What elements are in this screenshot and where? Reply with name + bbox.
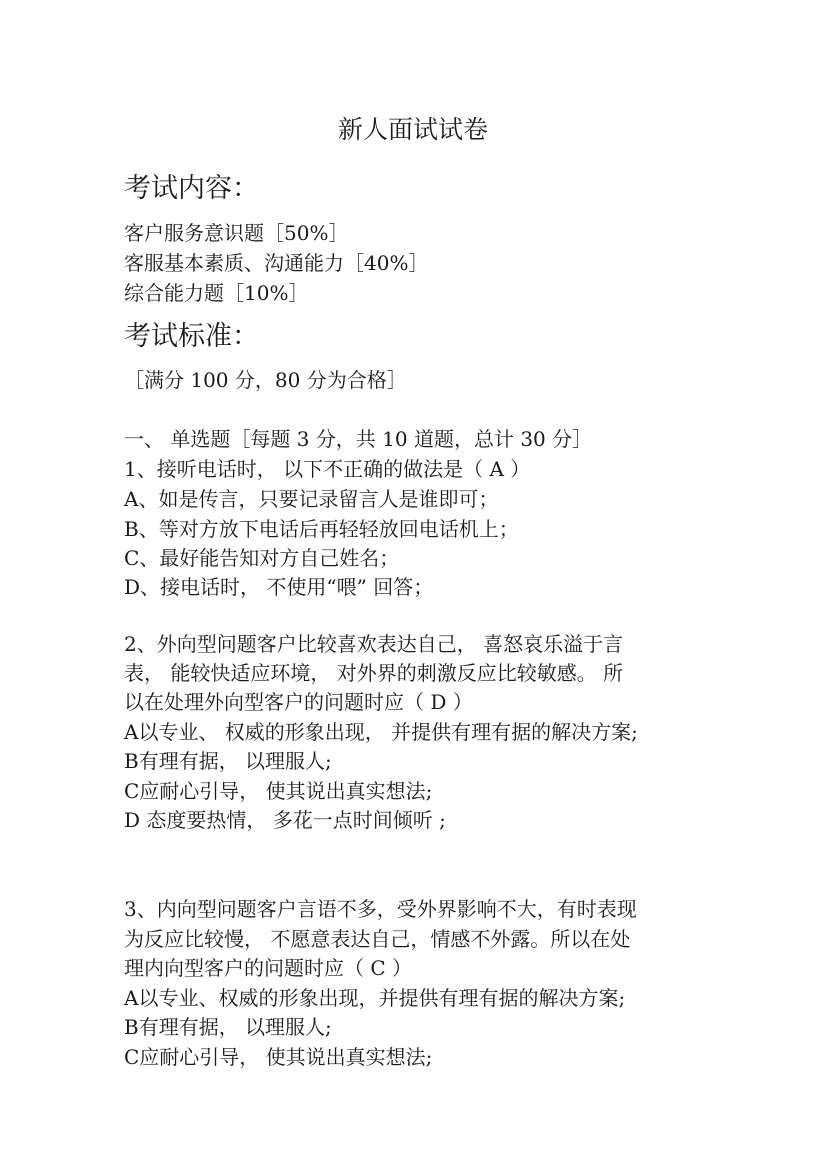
question-1-option-c: C、最好能告知对方自己姓名； (124, 546, 400, 570)
question-1-option-d: D、接电话时， 不使用“喂” 回答； (124, 575, 434, 599)
part1-heading: 一、 单选题［每题 3 分，共 10 道题，总计 30 分］ (124, 427, 593, 451)
exam-content-item: 客服基本素质、沟通能力［40%］ (124, 251, 429, 275)
question-3-option-a: A以专业、权威的形象出现，并提供有理有据的解决方案; (124, 986, 626, 1010)
question-2-stem-line: 2、外向型问题客户比较喜欢表达自己， 喜怒哀乐溢于言 (124, 632, 624, 656)
document-title: 新人面试试卷 (337, 115, 488, 144)
question-1-option-b: B、等对方放下电话后再轻轻放回电话机上； (124, 517, 519, 541)
question-3-stem-line: 3、内向型问题客户言语不多，受外界影响不大，有时表现 (124, 897, 637, 921)
question-3-stem-line: 理内向型客户的问题时应（ C ） (124, 956, 413, 980)
question-1-stem: 1、接听电话时， 以下不正确的做法是（ A ） (124, 457, 531, 481)
question-3-stem-line: 为反应比较慢， 不愿意表达自己，情感不外露。所以在处 (124, 927, 631, 951)
question-1-option-a: A、如是传言，只要记录留言人是谁即可； (124, 487, 499, 511)
exam-content-item: 客户服务意识题［50%］ (124, 221, 349, 245)
question-2-option-c: C应耐心引导， 使其说出真实想法; (124, 779, 433, 803)
exam-content-item: 综合能力题［10%］ (124, 281, 309, 305)
question-3-option-b: B有理有据， 以理服人; (124, 1015, 332, 1039)
exam-content-heading: 考试内容： (124, 173, 259, 204)
question-2-stem-line: 表， 能较快适应环境， 对外界的刺激反应比较敏感。 所 (124, 661, 624, 685)
question-2-option-d: D 态度要热情， 多花一点时间倾听 ; (124, 808, 446, 832)
exam-standard-text: ［满分 100 分，80 分为合格］ (124, 368, 407, 392)
question-3-option-c: C应耐心引导， 使其说出真实想法; (124, 1045, 433, 1069)
exam-standard-heading: 考试标准： (124, 321, 259, 352)
question-2-option-b: B有理有据， 以理服人; (124, 749, 332, 773)
question-2-stem-line: 以在处理外向型客户的问题时应（ D ） (124, 690, 473, 714)
question-2-option-a: A以专业、 权威的形象出现， 并提供有理有据的解决方案; (124, 720, 638, 744)
